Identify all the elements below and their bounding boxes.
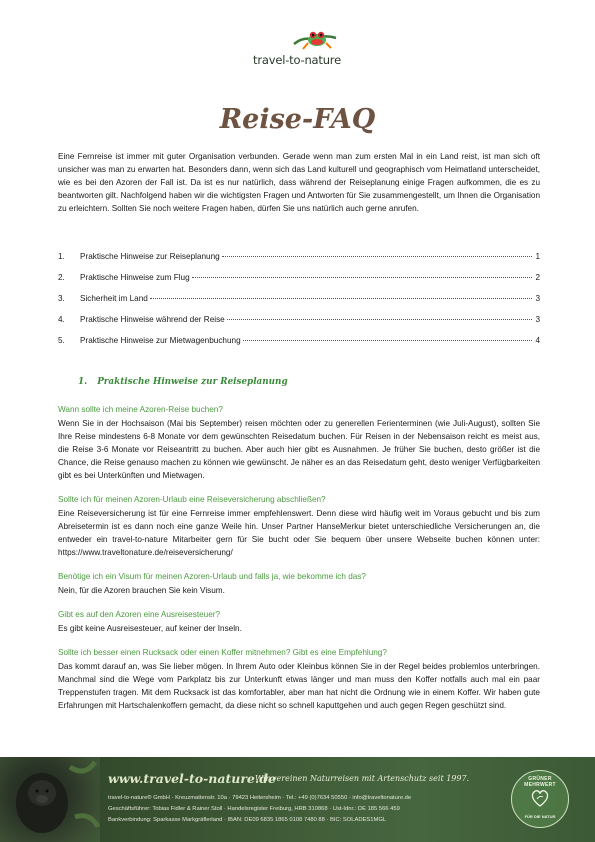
toc-page-number: 3 <box>535 315 540 324</box>
badge-bottom-text: FÜR DIE NATUR <box>524 814 556 819</box>
section-number: 1. <box>78 377 88 387</box>
heart-leaf-icon <box>529 787 551 809</box>
toc-number: 2. <box>58 273 65 282</box>
faq-item <box>58 570 540 597</box>
intro-paragraph: Eine Fernreise ist immer mit guter Organisation verbunden. Gerade wenn man zum ersten Mal in ein Land reist, ist man sich oft unsicher was man zu erwarten hat. Besonders dann, wenn sich das Land kulturell und geographisch vom Heimatland unterscheidet, wie es bei den Azoren der Fall ist. Da ist es nur natürlich, dass während der Reiseplanung einige Fragen aufkommen, die es zu beantworten gilt. Nachfolgend haben wir die wichtigsten Fragen und Antworten für Sie zusammengestellt, um Ihnen die Organisation zu erleichtern. Sollten Sie noch weitere Fragen haben, dürfen Sie uns natürlich auch gerne anrufen. <box>58 152 540 213</box>
toc-number: 1. <box>58 252 65 261</box>
footer-slogan: Wir vereinen Naturreisen mit Artenschutz seit 1997. <box>255 774 470 783</box>
faq-question: Benötige ich ein Visum für meinen Azoren-Urlaub und falls ja, wie bekomme ich das? <box>58 572 366 581</box>
faq-item <box>58 646 540 712</box>
toc-label: Praktische Hinweise zur Mietwagenbuchung <box>80 336 241 345</box>
faq-answer: Wenn Sie in der Hochsaison (Mai bis September) reisen möchten oder zu generellen Ferienterminen (wie Juli-August), sollten Sie Ihre Reise mindestens 6-8 Monate vor dem gewünschten Reisedatum buchen. Für Reisen in der Nebensaison reicht es meist aus, die Reise 3-6 Monate vor Reiseantritt zu buchen. Aber auch hier gibt es Ausnahmen. Je früher Sie buchen, desto größer ist die Chance, die Reise genauso machen zu können wie gewünscht. Je näher es an das Reisedatum geht, desto weniger Verfügbarkeiten gibt es bei Unterkünften und Mietwagen. <box>58 419 540 480</box>
toc-entry[interactable] <box>58 315 540 336</box>
toc-leader <box>227 319 532 320</box>
toc-leader <box>150 298 532 299</box>
faq-question: Sollte ich besser einen Rucksack oder einen Koffer mitnehmen? Gibt es eine Empfehlung? <box>58 648 387 657</box>
toc-leader <box>192 277 532 278</box>
toc-leader <box>243 340 532 341</box>
section-heading <box>78 377 288 387</box>
footer-bank-line: Bankverbindung: Sparkasse Markgräflerland · IBAN: DE09 6835 1865 0108 7480 88 · BIC: SOLADES1MGL <box>108 817 387 823</box>
toc-entry[interactable] <box>58 252 540 273</box>
toc-entry[interactable] <box>58 294 540 315</box>
toc-number: 4. <box>58 315 65 324</box>
faq-answer: Eine Reiseversicherung ist für eine Fernreise immer empfehlenswert. Denn diese wird häufig weit im Voraus gebucht und bis zum Abreisetermin ist es dann noch eine ganze Weile hin. Unser Partner HanseMerkur bietet unterschiedliche Versicherungen an, die entweder ein travel-to-nature Mitarbeiter gern für Sie bucht oder Sie bequem über unsere Webseite buchen können unter: https://www.traveltonature.de/reiseversicherung/ <box>58 509 540 557</box>
badge-top-text: GRÜNER MEHRWERT <box>524 776 556 788</box>
faq-answer: Es gibt keine Ausreisesteuer, auf keiner der Inseln. <box>58 624 242 633</box>
toc-label: Praktische Hinweise während der Reise <box>80 315 225 324</box>
footer <box>0 757 595 842</box>
faq-list <box>58 403 540 723</box>
faq-question: Sollte ich für meinen Azoren-Urlaub eine Reiseversicherung abschließen? <box>58 495 326 504</box>
faq-answer: Nein, für die Azoren brauchen Sie kein Visum. <box>58 586 225 595</box>
toc-page-number: 2 <box>535 273 540 282</box>
faq-question: Gibt es auf den Azoren eine Ausreisesteuer? <box>58 610 221 619</box>
footer-website-link[interactable]: www.travel-to-nature.de <box>108 771 276 786</box>
toc-page-number: 4 <box>535 336 540 345</box>
toc-leader <box>222 256 532 257</box>
toc-page-number: 1 <box>535 252 540 261</box>
toc-entry[interactable] <box>58 336 540 357</box>
logo-text: travel-to-nature <box>253 53 341 67</box>
toc-entry[interactable] <box>58 273 540 294</box>
page-title: Reise-FAQ <box>219 104 376 135</box>
faq-item <box>58 403 540 482</box>
logo[interactable] <box>232 26 362 72</box>
faq-item <box>58 608 540 635</box>
toc-label: Sicherheit im Land <box>80 294 148 303</box>
gorilla-icon <box>0 757 100 842</box>
section-title: Praktische Hinweise zur Reiseplanung <box>97 377 288 387</box>
green-value-badge <box>511 770 569 828</box>
toc-label: Praktische Hinweise zum Flug <box>80 273 190 282</box>
toc-number: 3. <box>58 294 65 303</box>
footer-register-line: Geschäftsführer: Tobias Fidler & Rainer Stoll · Handelsregister Freiburg, HRB 310868 · Ust-Idnr.: DE 185 566 459 <box>108 806 400 812</box>
footer-contact-line: travel-to-nature® GmbH · Kreuzmattenstr. 10a · 79423 Heitersheim · Tel.: +49 (0)7634 50550 · info@traveltonature.de <box>108 795 412 801</box>
faq-item <box>58 493 540 559</box>
gorilla-photo <box>0 757 100 842</box>
toc-number: 5. <box>58 336 65 345</box>
toc-label: Praktische Hinweise zur Reiseplanung <box>80 252 220 261</box>
table-of-contents <box>58 252 540 357</box>
faq-answer: Das kommt darauf an, was Sie lieber mögen. In Ihrem Auto oder Kleinbus können Sie in der Regel beides problemlos unterbringen. Manchmal sind die Wege vom Parkplatz bis zur Unterkunft etwas länger und man muss den Koffer notfalls auch mal ein paar Treppenstufen tragen. Mit dem Rucksack ist das komfortabler, aber man hat nicht die Ordnung wie in einem Koffer. Wir haben gute Erfahrungen mit Hartschalenkoffern gemacht, da diese nicht so schnell kaputtgehen und auch gegen Regen geschützt sind. <box>58 662 540 710</box>
faq-question: Wann sollte ich meine Azoren-Reise buchen? <box>58 405 223 414</box>
frog-icon <box>292 26 338 56</box>
toc-page-number: 3 <box>535 294 540 303</box>
